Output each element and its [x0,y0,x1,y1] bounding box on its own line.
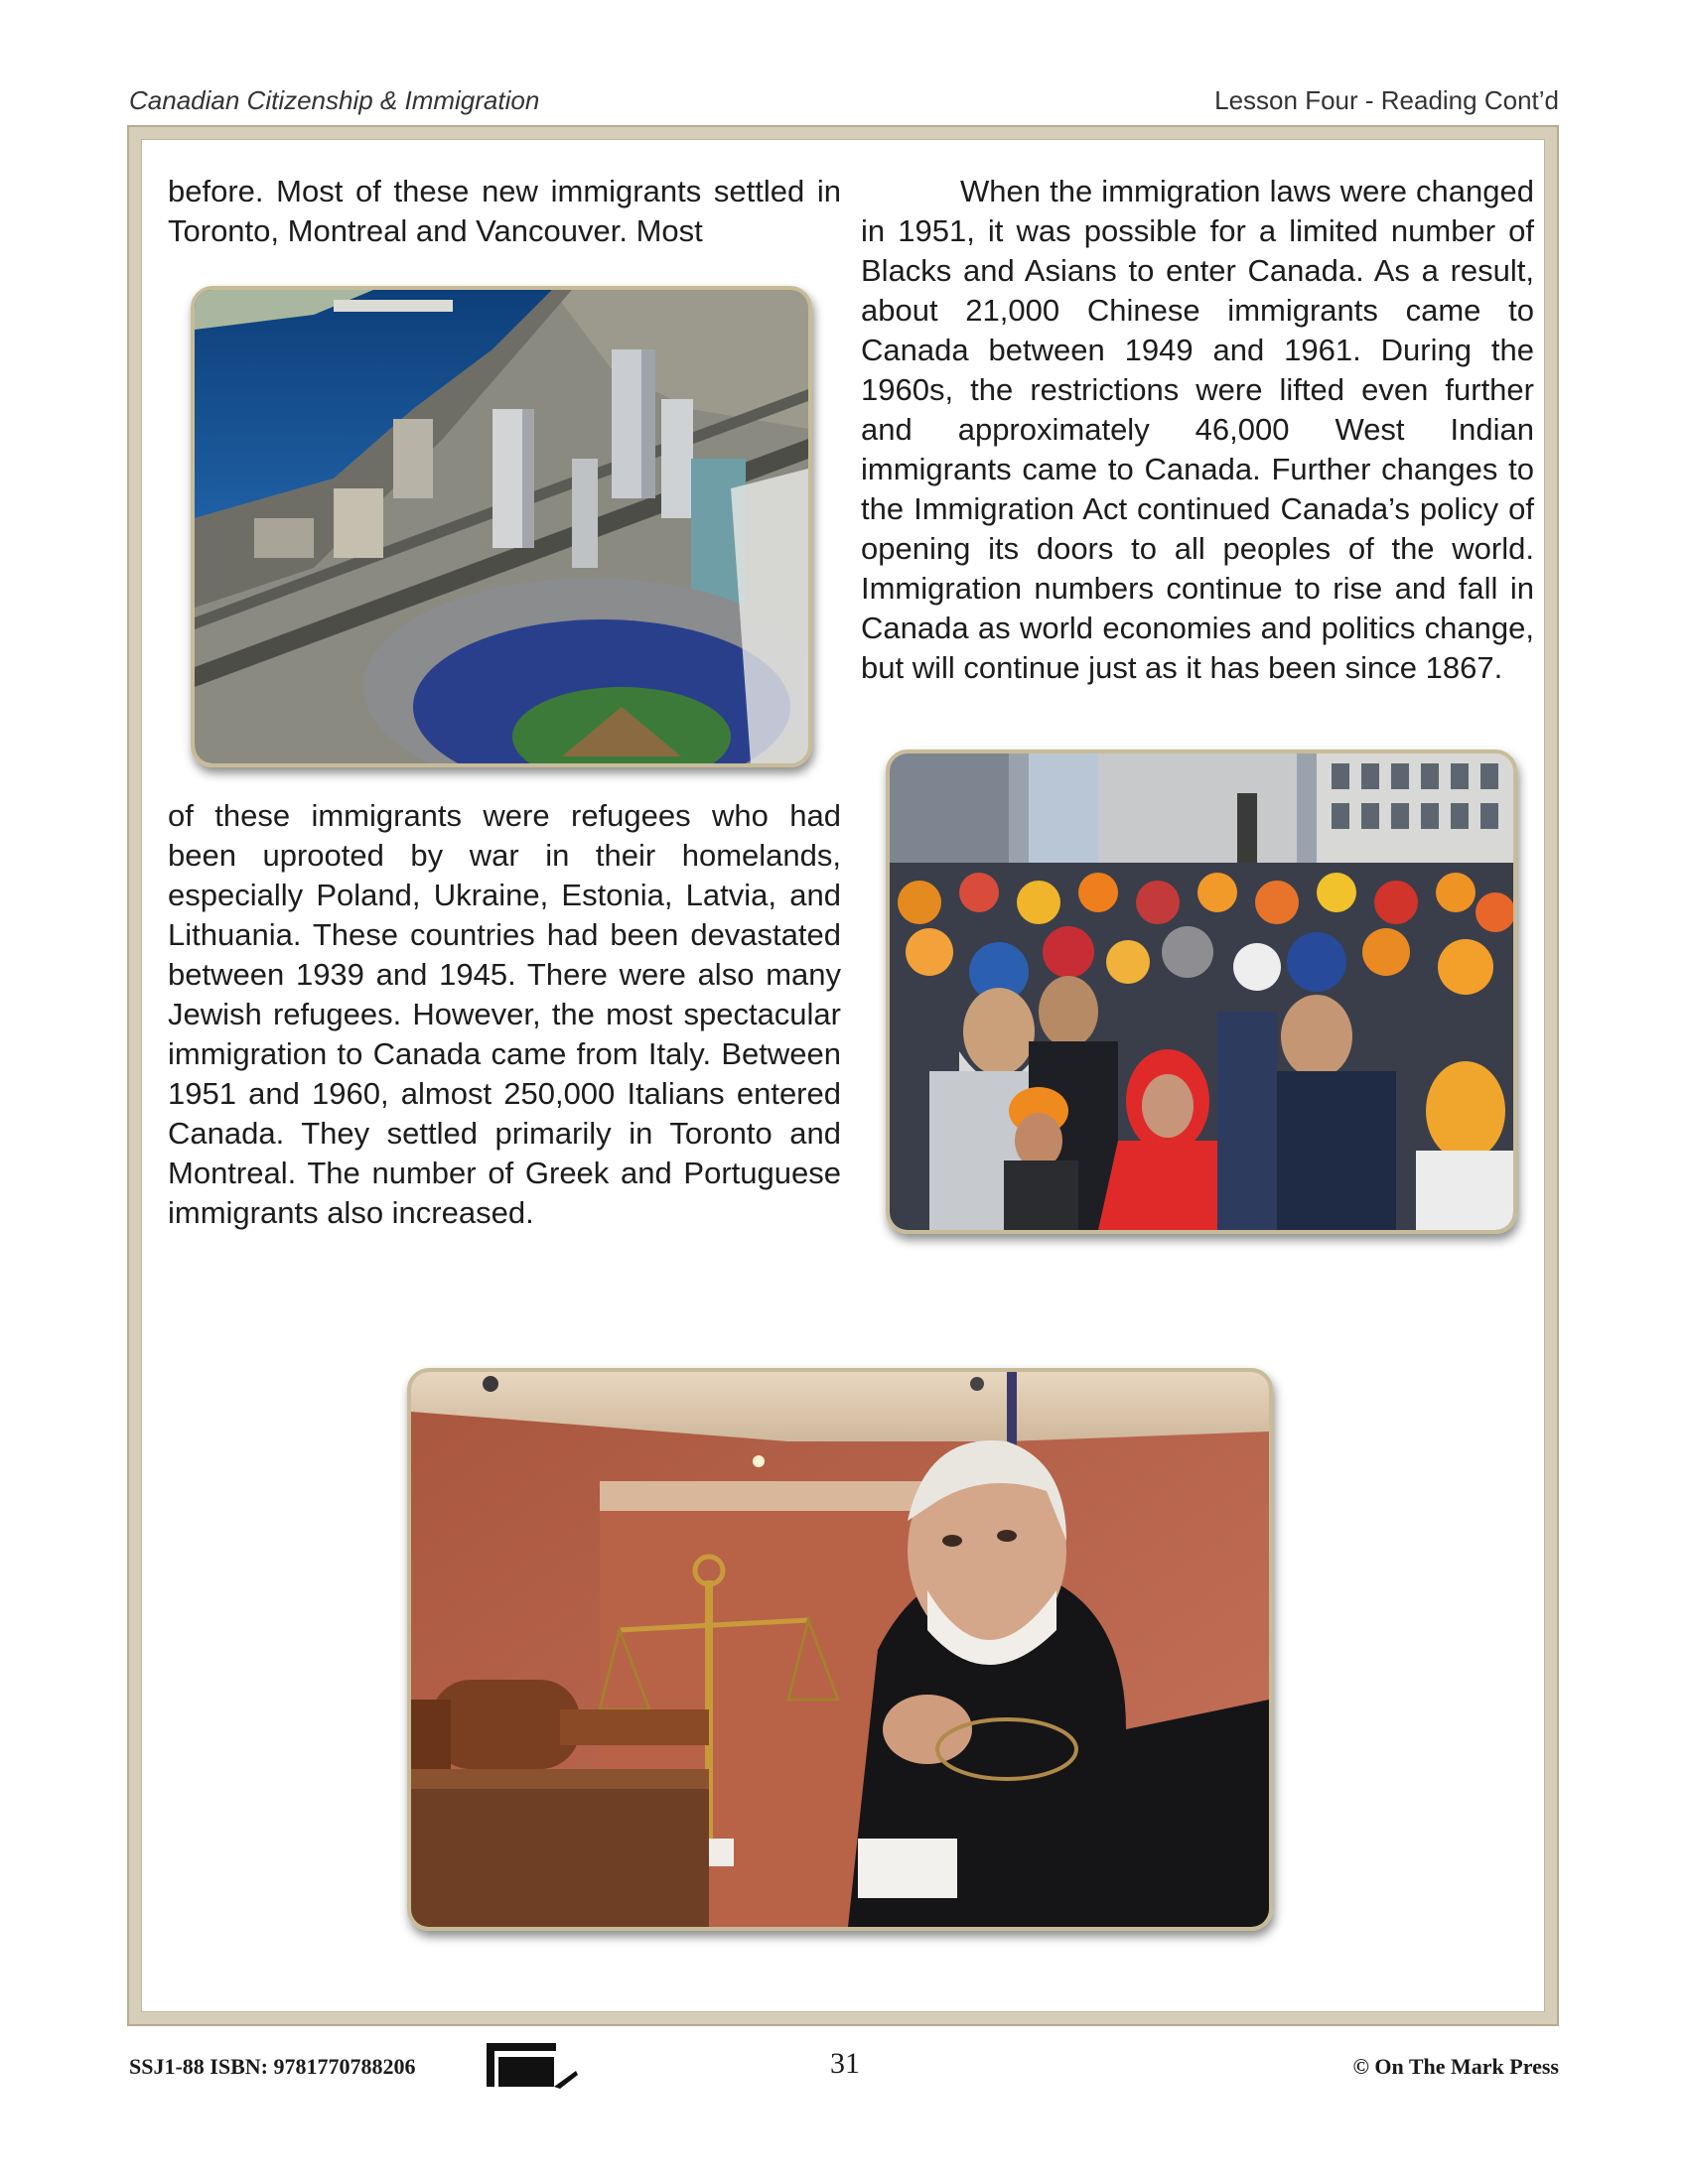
paragraph-left-top: before. Most of these new immigrants settled in Toronto, Montreal and Vancouver. Most [168,174,841,248]
toronto-aerial-photo [191,286,812,767]
footer-publisher: © On The Mark Press [1352,2054,1559,2079]
judge-courtroom-photo [407,1368,1273,1931]
running-header-lesson: Lesson Four - Reading Cont’d [1214,85,1559,115]
page-number: 31 [830,2047,860,2080]
footer-isbn: SSJ1-88 ISBN: 9781770788206 [129,2054,416,2079]
content-area [141,139,1545,2012]
running-header-title: Canadian Citizenship & Immigration [129,85,540,115]
paragraph-right: When the immigration laws were changed in 1951, it was possible for a limited number of Blacks and Asians to enter Canada. As a result, about 21,000 Chinese immigrants came to Canada between 1949 and 1961. During the 1960s, the restrictions were lifted even further and approximately 46,000 West Indian immigrants came to Canada. Further changes to the Immigration Act continued Canada’s policy of opening its doors to all peoples of the world. Immigration numbers continue to rise and fall in Canada as world economies and politics change, but will continue just as it has been since 1867. [861,174,1534,685]
publisher-logo-icon [485,2041,580,2091]
page-frame [127,125,1559,2026]
paragraph-left-bottom: of these immigrants were refugees who had been uprooted by war in their homelands, especially Poland, Ukraine, Estonia, Latvia, and Lithuania. These countries had been devastated between 1939 and 1945. There were also many Jewish refugees. However, the most spectacular immigration to Canada came from Italy. Between 1951 and 1960, almost 250,000 Italians entered Canada. They settled primarily in Toronto and Montreal. The number of Greek and Portuguese immigrants also increased. [168,798,841,1230]
crowd-parade-photo [886,750,1517,1234]
